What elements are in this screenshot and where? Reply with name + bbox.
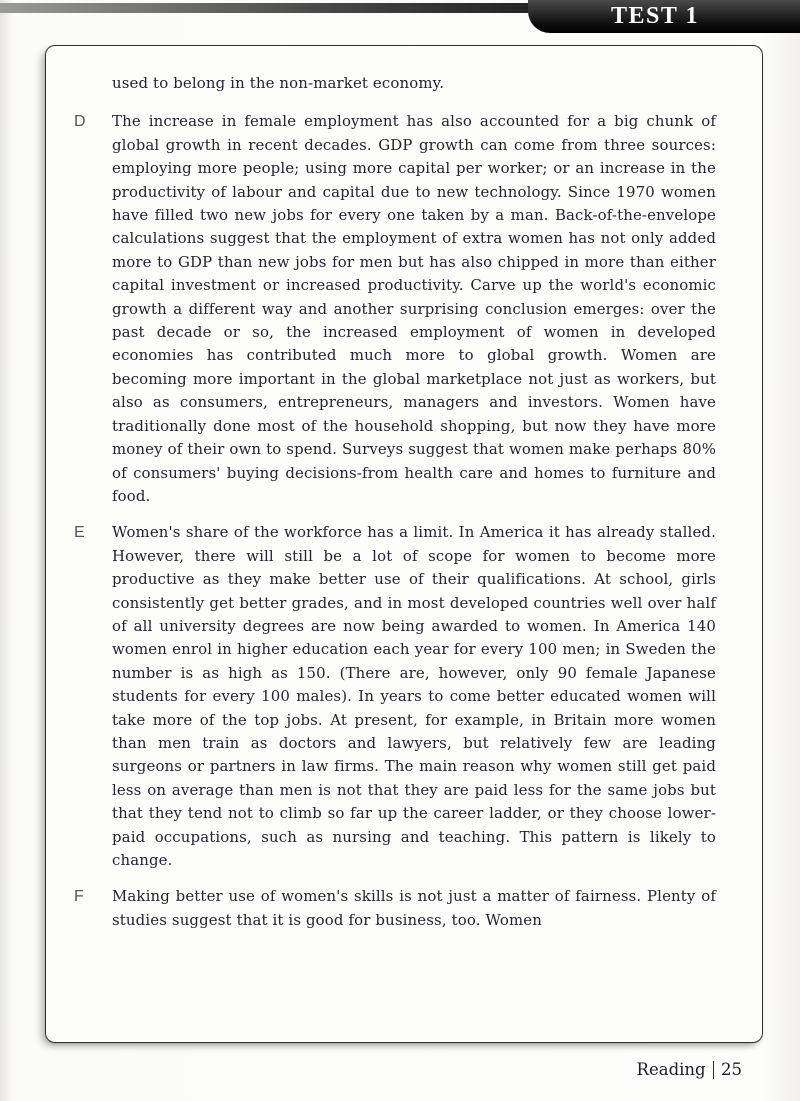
page-footer bbox=[637, 1060, 742, 1079]
paragraph-text: The increase in female employment has also accounted for a big chunk of global growth in recent decades. GDP growth can come from three sources: employing more people; using more capital per worker; or an increase in the productivity of labour and capital due to new technology. Since 1970 women have filled two new jobs for every one taken by a man. Back-of-the-envelope calculations suggest that the employment of extra women has not only added more to GDP than new jobs for men but has also chipped in more than either capital investment or increased productivity. Carve up the world's economic growth a different way and another surprising conclusion emerges: over the past decade or so, the increased employment of women in developed economies has contributed much more to global growth. Women are becoming more important in the global marketplace not just as workers, but also as consumers, entrepreneurs, managers and investors. Women have traditionally done most of the household shopping, but now they have more money of their own to spend. Surveys suggest that women make perhaps 80% of consumers' buying decisions-from health care and homes to furniture and food. bbox=[112, 112, 716, 505]
paragraph-label: E bbox=[74, 524, 85, 542]
footer-page-number: 25 bbox=[721, 1060, 742, 1079]
test-title-tab bbox=[528, 0, 800, 33]
reading-passage-box bbox=[45, 45, 763, 1043]
paragraph-label: D bbox=[74, 113, 86, 131]
passage-continuation-line: used to belong in the non-market economy. bbox=[112, 74, 445, 92]
passage-paragraph-e bbox=[74, 521, 716, 872]
passage-paragraph-f bbox=[74, 885, 716, 932]
header-band bbox=[0, 0, 800, 36]
header-strip bbox=[0, 3, 570, 13]
paragraph-label: F bbox=[74, 888, 84, 906]
test-title: TEST 1 bbox=[611, 3, 699, 29]
paragraph-text: Women's share of the workforce has a limit. In America it has already stalled. However, there will still be a lot of scope for women to become more productive as they make better use of their qualifications. At school, girls consistently get better grades, and in most developed countries well over half of all university degrees are now being awarded to women. In America 140 women enrol in higher education each year for every 100 men; in Sweden the number is as high as 150. (There are, however, only 90 female Japanese students for every 100 males). In years to come better educated women will take more of the top jobs. At present, for example, in Britain more women than men train as doctors and lawyers, but relatively few are leading surgeons or partners in law firms. The main reason why women still get paid less on average than men is not that they are paid less for the same jobs but that they tend not to climb so far up the career ladder, or they choose lower-paid occupations, such as nursing and teaching. This pattern is likely to change. bbox=[112, 523, 716, 869]
footer-divider bbox=[713, 1061, 714, 1079]
paragraph-text: Making better use of women's skills is not just a matter of fairness. Plenty of studies suggest that it is good for business, too. Women bbox=[112, 887, 716, 929]
footer-section-label: Reading bbox=[636, 1060, 706, 1079]
passage-paragraph-d bbox=[74, 110, 716, 508]
